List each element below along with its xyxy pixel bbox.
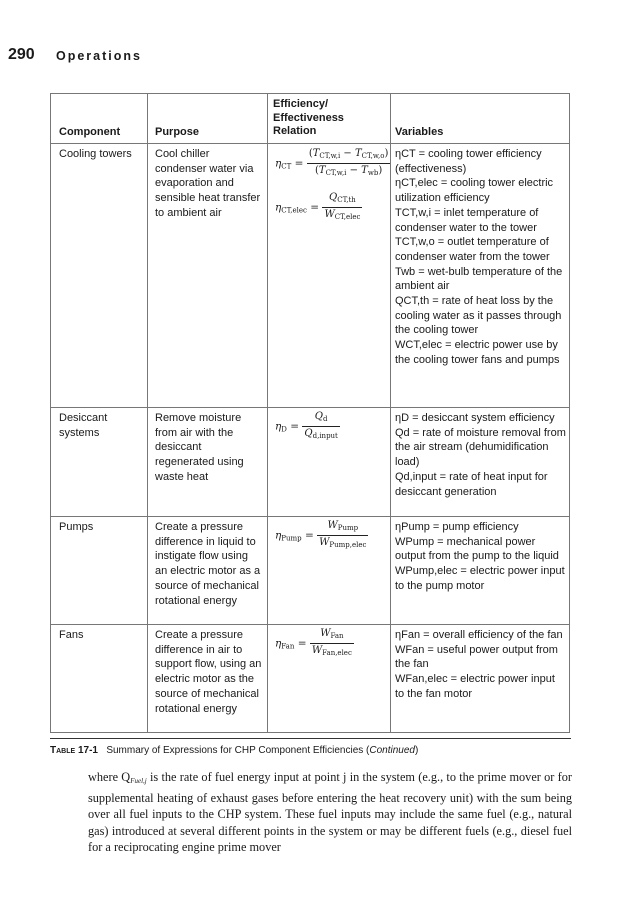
var-wctelec: WCT,elec = electric power use by the cooling tower fans and pumps bbox=[395, 339, 560, 366]
running-head: Operations bbox=[56, 49, 142, 63]
caption-close: ) bbox=[414, 745, 419, 756]
var-wfan: WFan = useful power output from the fan bbox=[395, 643, 558, 671]
var-etad: ηD = desiccant system efficiency bbox=[395, 412, 555, 424]
caption-continued: Continued bbox=[369, 745, 415, 756]
efficiency-table bbox=[50, 93, 570, 733]
var-ct: ηCT = cooling tower efficiency (effectiveness) bbox=[395, 148, 542, 175]
eq-pump: $\eta_{Pump}$ = $\frac{W_{Pump}}{W_{Pump,elec}}$ bbox=[275, 520, 367, 549]
var-etapump: ηPump = pump efficiency bbox=[395, 521, 519, 533]
row-fans-component: Fans bbox=[59, 629, 84, 641]
var-twb: Twb = wet-bulb temperature of the ambient air bbox=[395, 265, 563, 293]
var-ct-elec: ηCT,elec = cooling tower electric utilization efficiency bbox=[395, 177, 554, 205]
row-cooling-component: Cooling towers bbox=[59, 148, 132, 160]
eq-ct: $\eta_{CT}$ = $\frac{(T_{CT,w,i} - T_{CT,w,o})}{(T_{CT,w,i} - T_{wb})}$ bbox=[275, 148, 389, 177]
eq-ct-elec: $\eta_{CT,elec}$ = $\frac{Q_{CT,th}}{W_{CT,elec}}$ bbox=[275, 192, 361, 221]
row-desiccant-purpose: Remove moisture from air with the desiccant regenerated using waste heat bbox=[155, 412, 244, 483]
caption-label: Table 17-1 bbox=[50, 745, 98, 756]
var-qd: Qd = rate of moisture removal from the air stream (dehumidification load) bbox=[395, 426, 566, 469]
var-tcto: TCT,w,o = outlet temperature of condenser water from the tower bbox=[395, 236, 550, 263]
table-caption bbox=[50, 738, 571, 756]
header-variables: Variables bbox=[395, 126, 444, 138]
row-fans-purpose: Create a pressure difference in air to support flow, using an electric motor as the source of mechanical rotational energy bbox=[155, 629, 262, 715]
var-qctth: QCT,th = rate of heat loss by the cooling water as it passes through the cooling tower bbox=[395, 295, 562, 337]
body-paragraph: where $Q_{Fuel,j}$ is the rate of fuel energy input at point j in the system (e.g., to the prime mover or for supplemental heating of exhaust gases before entering the heat recovery unit) with the sum being over all fuel inputs to the CHP system. These fuel inputs may include the same fuel (e.g., natural gas) introduced at several different points in the system or may be different fuels (e.g., diesel fuel for a reciprocating engine prime mover bbox=[88, 770, 572, 854]
row-pumps-component: Pumps bbox=[59, 521, 94, 533]
var-tcti: TCT,w,i = inlet temperature of condenser water to the tower bbox=[395, 206, 539, 234]
eq-desiccant: $\eta_D$ = $\frac{Q_d}{Q_{d,input}}$ bbox=[275, 411, 338, 440]
row-pumps-variables bbox=[395, 520, 567, 594]
row-desiccant-component: Desiccant systems bbox=[59, 412, 108, 439]
page-header bbox=[8, 46, 35, 64]
caption-text: Summary of Expressions for CHP Component Efficiencies ( bbox=[106, 745, 370, 756]
row-pumps-purpose: Create a pressure difference in liquid to instigate flow using an electric motor as a source of mechanical rotational energy bbox=[155, 521, 261, 607]
var-qdinput: Qd,input = rate of heat input for desiccant generation bbox=[395, 470, 548, 498]
header-purpose: Purpose bbox=[155, 126, 200, 138]
header-relation: Efficiency/ Effectiveness Relation bbox=[273, 98, 344, 137]
eq-fan: $\eta_{Fan}$ = $\frac{W_{Fan}}{W_{Fan,elec}}$ bbox=[275, 628, 352, 657]
var-wpump: WPump = mechanical power output from the pump to the liquid bbox=[395, 535, 559, 563]
var-wpumpelec: WPump,elec = electric power input to the pump motor bbox=[395, 565, 565, 592]
row-cooling-variables bbox=[395, 147, 567, 368]
var-etafan: ηFan = overall efficiency of the fan bbox=[395, 629, 563, 641]
var-wfanelec: WFan,elec = electric power input to the fan motor bbox=[395, 673, 555, 700]
row-desiccant-variables bbox=[395, 411, 567, 499]
header-component: Component bbox=[59, 126, 121, 138]
row-fans-variables bbox=[395, 628, 567, 702]
page-number: 290 bbox=[8, 46, 35, 63]
row-cooling-purpose: Cool chiller condenser water via evaporation and sensible heat transfer to ambient air bbox=[155, 148, 261, 219]
